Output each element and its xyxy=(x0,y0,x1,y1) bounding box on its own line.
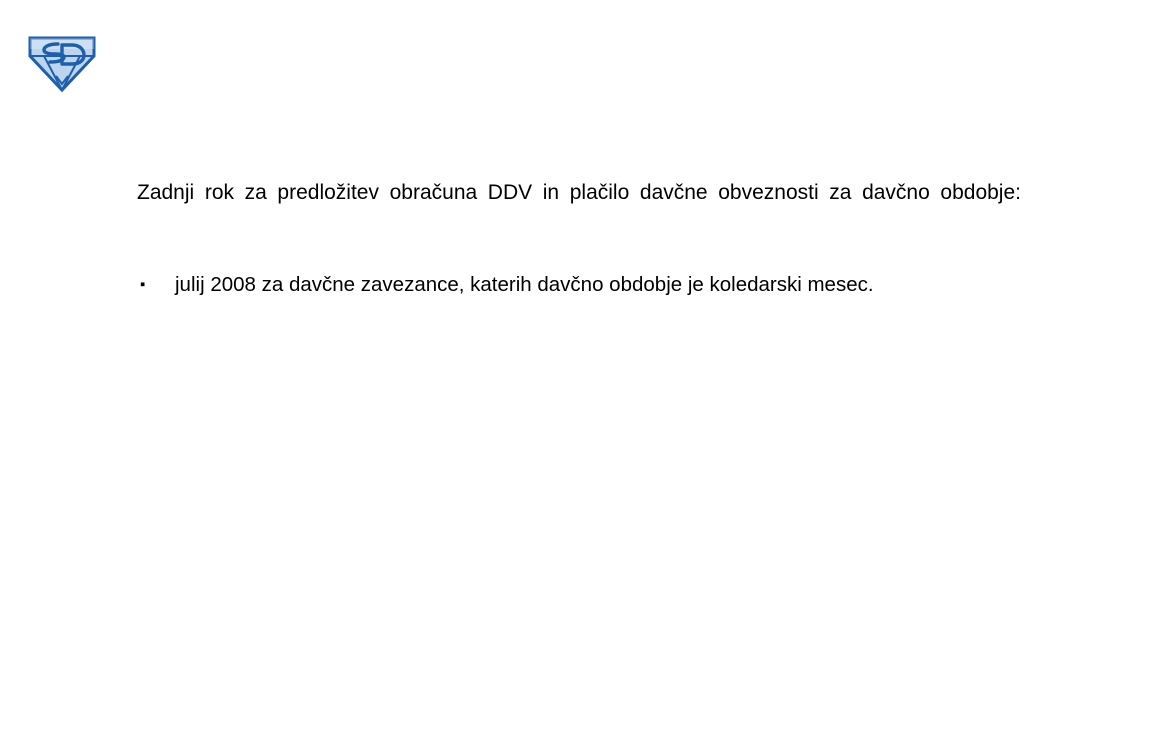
list-item xyxy=(137,268,1021,302)
slide-body xyxy=(137,172,1021,302)
list-item-label: julij 2008 za davčne zavezance, katerih davčno obdobje je koledarski mesec. xyxy=(175,273,874,296)
sd-diamond-logo-icon xyxy=(22,32,102,94)
square-bullet-icon: ▪ xyxy=(140,276,146,293)
intro-paragraph: Zadnji rok za predložitev obračuna DDV in plačilo davčne obveznosti za davčno obdobje: xyxy=(137,181,1021,204)
bullet-list xyxy=(137,268,1021,302)
